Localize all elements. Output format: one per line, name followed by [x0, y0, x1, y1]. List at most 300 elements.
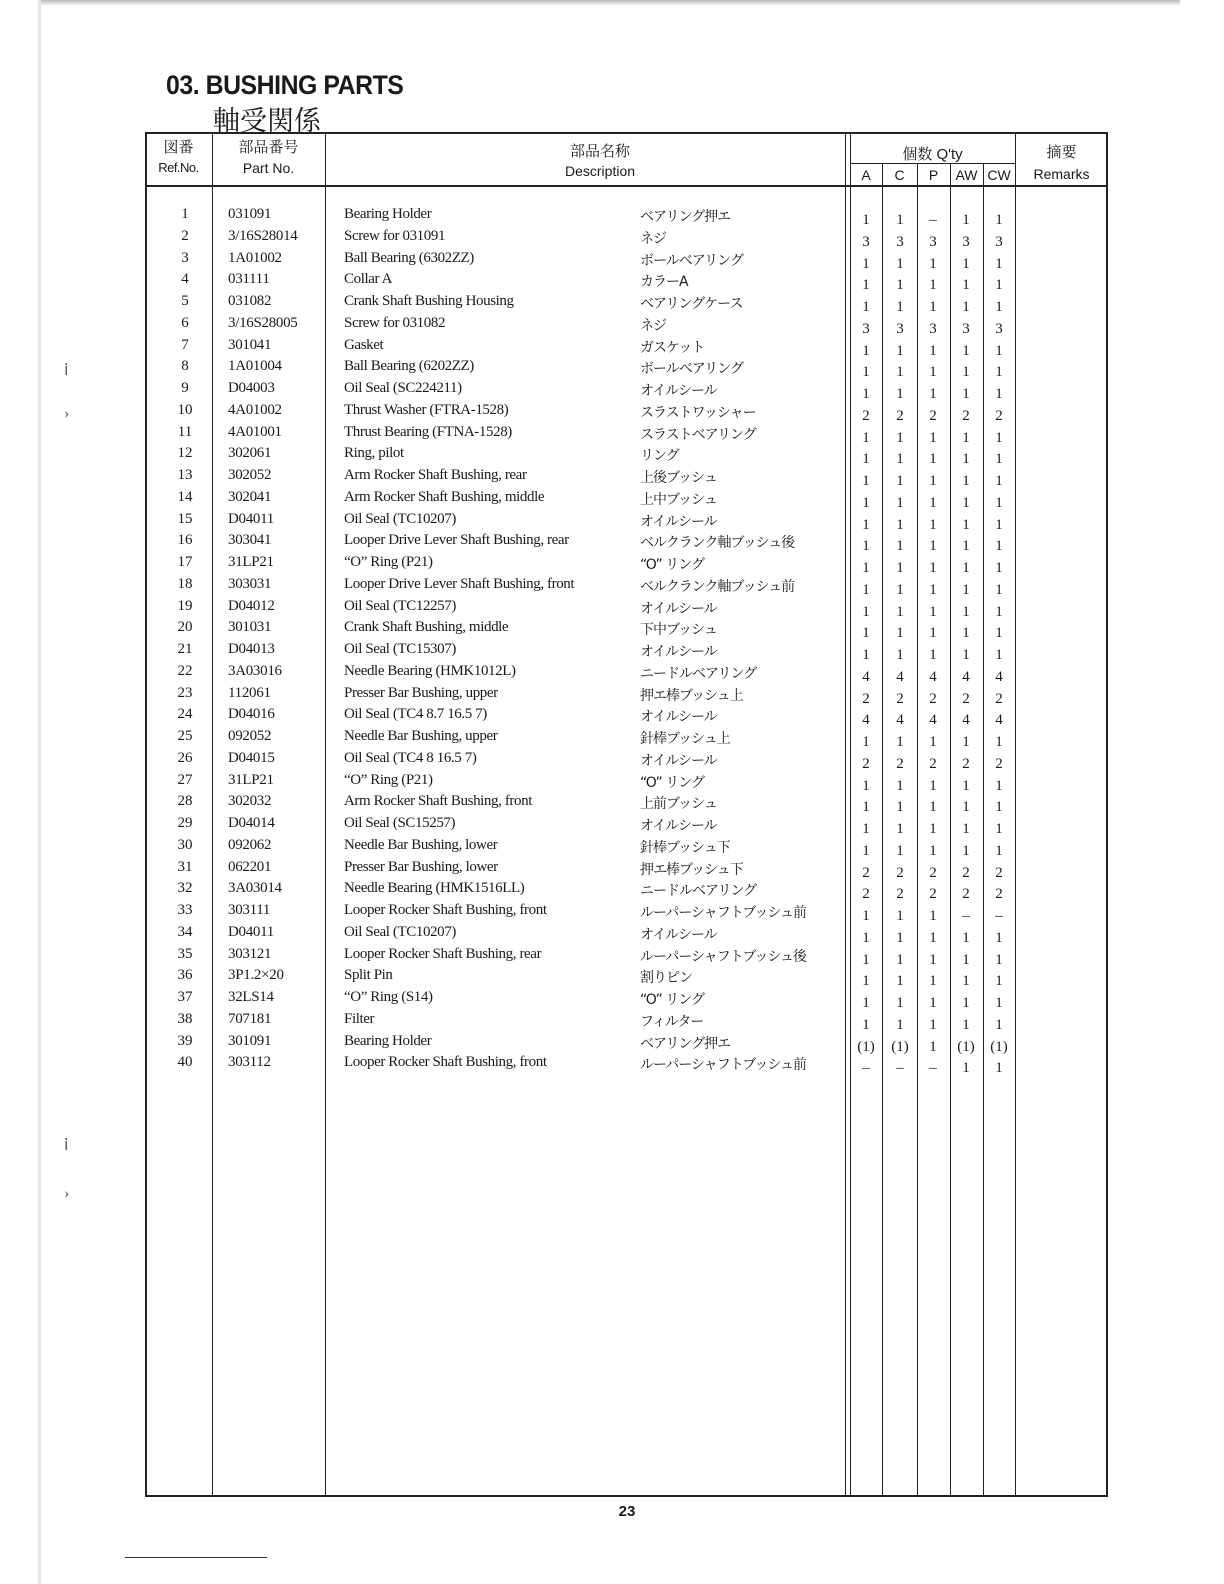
ref-no: 38 [177, 1010, 193, 1027]
qty-a: 1 [862, 973, 870, 990]
ref-no: 9 [181, 380, 189, 396]
description: Screw for 031091 [344, 227, 446, 244]
description-jp: ニードルベアリング [640, 665, 757, 682]
table-row [0, 967, 1224, 989]
qty-p: 1 [929, 451, 937, 468]
ref-no: 28 [177, 793, 193, 810]
table-row [0, 598, 1224, 620]
qty-aw: 3 [962, 233, 970, 250]
ref-no: 8 [181, 358, 189, 375]
table-row [0, 859, 1224, 881]
description: Oil Seal (TC10207) [344, 923, 456, 940]
qty-aw: 1 [962, 342, 970, 359]
table-row [0, 750, 1224, 772]
qty-p: 1 [929, 560, 937, 576]
qty-cw: 1 [995, 299, 1003, 315]
part-no: 303111 [228, 902, 271, 918]
qty-p: 1 [929, 842, 937, 859]
description-jp: オイルシール [640, 513, 717, 530]
description: Bearing Holder [344, 206, 432, 222]
qty-cw: 1 [995, 255, 1003, 272]
ref-no: 26 [177, 749, 193, 766]
qty-p: 1 [929, 581, 937, 598]
qty-cw: 4 [995, 712, 1003, 729]
qty-p: 2 [929, 864, 937, 881]
qty-cw: 4 [995, 668, 1003, 685]
qty-cw: 1 [995, 799, 1003, 816]
description-jp: オイルシール [640, 600, 717, 617]
description-jp: ベルクランク軸ブッシュ前 [640, 578, 795, 595]
table-row [0, 402, 1224, 424]
qty-p: 3 [929, 233, 937, 250]
table-row [0, 663, 1224, 685]
description-jp: 針棒ブッシュ上 [640, 731, 730, 747]
qty-aw: (1) [957, 1038, 975, 1055]
qty-aw: 1 [962, 516, 970, 533]
ref-no: 13 [177, 467, 193, 483]
description-jp: リング [640, 448, 679, 465]
qty-aw: 2 [962, 886, 970, 903]
description: Looper Rocker Shaft Bushing, front [344, 902, 547, 918]
description: Filter [344, 1010, 375, 1027]
qty-p: 1 [929, 494, 937, 511]
qty-p: 2 [929, 755, 937, 772]
table-row [0, 815, 1224, 837]
qty-c: 1 [896, 277, 904, 294]
description-jp: 上前ブッシュ [640, 796, 717, 813]
qty-c: 1 [896, 473, 904, 489]
table-row [0, 489, 1224, 511]
part-no: 303031 [228, 575, 272, 592]
description-jp: ベアリングケース [640, 296, 743, 312]
qty-cw: 1 [995, 951, 1003, 968]
description-jp: 上中ブッシュ [640, 491, 717, 508]
description: Split Pin [344, 967, 393, 984]
header-qty: 個数 Q'ty [902, 146, 963, 163]
qty-cw: 1 [995, 516, 1003, 533]
description-jp: ベアリング押エ [640, 209, 731, 225]
qty-a: 1 [862, 560, 870, 576]
qty-p: 2 [929, 886, 937, 903]
part-no: 3A03014 [228, 880, 282, 897]
qty-aw: 2 [962, 864, 970, 881]
table-row [0, 554, 1224, 576]
qty-a: 1 [862, 842, 870, 859]
qty-cw: 2 [995, 690, 1003, 707]
part-no: D04003 [228, 380, 275, 396]
description: Looper Rocker Shaft Bushing, rear [344, 945, 542, 962]
header-remarks-jp: 摘要 [1046, 143, 1077, 161]
table-row [0, 576, 1224, 598]
part-no: 301031 [228, 619, 272, 636]
qty-p: 1 [929, 473, 937, 489]
ref-no: 19 [177, 597, 193, 614]
qty-cw: 1 [995, 364, 1003, 381]
part-no: 3/16S28005 [228, 314, 298, 331]
qty-c: 1 [896, 1016, 904, 1033]
qty-a: 1 [862, 777, 870, 794]
qty-a: 1 [862, 908, 870, 924]
ref-no: 35 [177, 945, 193, 962]
qty-c: 1 [896, 386, 904, 402]
qty-a: 3 [862, 320, 870, 337]
qty-a: 1 [862, 647, 870, 663]
qty-c: 1 [896, 538, 904, 555]
qty-a: 1 [862, 342, 870, 359]
qty-a: 1 [862, 386, 870, 402]
description: Ball Bearing (6302ZZ) [344, 249, 474, 266]
ref-no: 17 [177, 554, 193, 570]
part-no: 4A01002 [228, 401, 282, 418]
description-jp: “O” リング [640, 774, 704, 791]
qty-aw: 1 [962, 538, 970, 555]
qty-c: 2 [896, 755, 904, 772]
footnote-rule [125, 1557, 267, 1558]
description-jp: 押エ棒ブッシュ下 [640, 861, 743, 878]
header-divider [145, 185, 1108, 187]
table-row [0, 271, 1224, 293]
qty-cw: 1 [995, 625, 1003, 642]
qty-p: 1 [929, 799, 937, 816]
table-row [0, 424, 1224, 446]
ref-no: 12 [177, 445, 193, 462]
description-jp: ベルクランク軸ブッシュ後 [640, 535, 795, 552]
ref-no: 33 [177, 902, 193, 918]
part-no: 031111 [228, 271, 270, 288]
qty-c: 1 [896, 494, 904, 511]
qty-aw: 1 [962, 951, 970, 968]
description: Gasket [344, 336, 384, 353]
qty-a: 4 [862, 712, 870, 729]
table-row [0, 250, 1224, 272]
header-desc-jp: 部品名称 [569, 142, 630, 160]
ref-no: 31 [177, 858, 193, 875]
qty-c: 1 [896, 625, 904, 642]
qty-a: 2 [862, 864, 870, 881]
qty-c: 3 [896, 233, 904, 250]
table-row [0, 358, 1224, 380]
part-no: D04012 [228, 597, 275, 614]
header-qty-a: A [861, 167, 871, 183]
part-no: 3P1.2×20 [228, 967, 284, 984]
qty-c: 1 [896, 995, 904, 1011]
description: Needle Bearing (HMK1516LL) [344, 880, 525, 897]
page-title: 03. BUSHING PARTS [166, 70, 404, 100]
table-row [0, 989, 1224, 1011]
description: Oil Seal (TC12257) [344, 597, 456, 614]
qty-c: 1 [896, 560, 904, 576]
part-no: 303112 [228, 1054, 271, 1071]
qty-p: 1 [929, 777, 937, 794]
part-no: D04013 [228, 641, 275, 657]
qty-c: 2 [896, 864, 904, 881]
description-jp: 上後ブッシュ [640, 470, 717, 486]
qty-aw: 1 [962, 777, 970, 794]
description-jp: オイルシール [640, 644, 717, 660]
part-no: 31LP21 [228, 554, 274, 570]
qty-a: 1 [862, 451, 870, 468]
qty-cw: 2 [995, 755, 1003, 772]
ref-no: 27 [177, 771, 193, 788]
description: Collar A [344, 271, 393, 288]
description-jp: スラストベアリング [640, 426, 756, 443]
part-no: 3A03016 [228, 662, 282, 679]
ref-no: 25 [177, 728, 193, 744]
qty-a: 4 [862, 668, 870, 685]
binding-mark: › [64, 405, 70, 422]
description-jp: ボールベアリング [640, 252, 743, 269]
qty-cw: 1 [995, 451, 1003, 468]
qty-a: 1 [862, 734, 870, 750]
ref-no: 22 [177, 662, 193, 679]
description: Looper Rocker Shaft Bushing, front [344, 1054, 547, 1071]
qty-p: 1 [929, 734, 937, 750]
qty-p: 1 [929, 364, 937, 381]
qty-aw: 2 [962, 755, 970, 772]
qty-a: 1 [862, 581, 870, 598]
header-part-jp: 部品番号 [238, 138, 299, 156]
description-jp: “O” リング [640, 557, 704, 573]
qty-aw: 2 [962, 690, 970, 707]
binding-mark: › [64, 1185, 70, 1202]
ref-no: 7 [181, 336, 189, 353]
ref-no: 2 [181, 227, 189, 244]
qty-cw: 1 [995, 212, 1003, 228]
qty-a: 1 [862, 625, 870, 642]
description: “O” Ring (P21) [344, 554, 433, 570]
part-no: 302041 [228, 488, 272, 505]
part-no: D04011 [228, 923, 274, 940]
qty-c: 1 [896, 908, 904, 924]
qty-cw: 1 [995, 1016, 1003, 1033]
description: “O” Ring (S14) [344, 989, 433, 1005]
qty-p: 4 [929, 712, 937, 729]
qty-aw: 1 [962, 212, 970, 228]
description: Bearing Holder [344, 1032, 432, 1049]
description: Oil Seal (TC10207) [344, 510, 456, 527]
description-jp: ネジ [640, 230, 666, 247]
description: Thrust Bearing (FTNA-1528) [344, 423, 512, 440]
ref-no: 36 [177, 967, 193, 984]
qty-cw: 2 [995, 886, 1003, 903]
qty-a: 1 [862, 995, 870, 1011]
table-row [0, 467, 1224, 489]
part-no: 031082 [228, 293, 272, 309]
page-subtitle-jp: 軸受関係 [213, 106, 321, 137]
qty-p: 1 [929, 516, 937, 533]
binding-mark: ⅰ [64, 362, 69, 379]
ref-no: 11 [177, 423, 193, 440]
description: Oil Seal (TC4 8 16.5 7) [344, 749, 477, 766]
part-no: 301041 [228, 336, 272, 353]
qty-c: 4 [896, 668, 904, 685]
part-no: 302032 [228, 793, 272, 810]
qty-p: – [929, 212, 937, 228]
description: Ring, pilot [344, 445, 404, 462]
qty-p: 1 [929, 821, 937, 837]
qty-a: 1 [862, 538, 870, 555]
description: Needle Bar Bushing, lower [344, 836, 498, 853]
description: Looper Drive Lever Shaft Bushing, rear [344, 532, 569, 549]
qty-aw: 3 [962, 320, 970, 337]
qty-a: 1 [862, 277, 870, 294]
description-jp: ニードルベアリング [640, 883, 757, 900]
description-jp: オイルシール [640, 752, 717, 769]
qty-p: 2 [929, 407, 937, 424]
qty-c: 1 [896, 929, 904, 946]
qty-p: 1 [929, 603, 937, 620]
description: Needle Bar Bushing, upper [344, 728, 498, 744]
qty-p: 1 [929, 299, 937, 315]
qty-c: 1 [896, 777, 904, 794]
description: Arm Rocker Shaft Bushing, middle [344, 488, 545, 505]
qty-c: 1 [896, 429, 904, 446]
qty-cw: 1 [995, 560, 1003, 576]
qty-aw: 1 [962, 429, 970, 446]
qty-p: – [929, 1060, 937, 1077]
description-jp: スラストワッシャー [640, 404, 756, 421]
qty-a: 1 [862, 516, 870, 533]
header-remarks-en: Remarks [1033, 166, 1090, 182]
qty-aw: 4 [962, 668, 970, 685]
qty-a: 1 [862, 951, 870, 968]
qty-cw: 2 [995, 864, 1003, 881]
qty-p: 1 [929, 647, 937, 663]
part-no: 302061 [228, 445, 272, 462]
ref-no: 37 [177, 989, 193, 1005]
qty-p: 1 [929, 538, 937, 555]
qty-aw: 1 [962, 929, 970, 946]
ref-no: 30 [177, 836, 193, 853]
description: Needle Bearing (HMK1012L) [344, 662, 516, 679]
qty-c: 1 [896, 973, 904, 990]
qty-cw: 1 [995, 842, 1003, 859]
qty-a: 1 [862, 429, 870, 446]
header-qty-cw: CW [987, 167, 1011, 183]
table-row [0, 793, 1224, 815]
qty-aw: 1 [962, 995, 970, 1011]
qty-aw: 1 [962, 451, 970, 468]
description-jp: ガスケット [640, 339, 705, 356]
scan-top-edge [40, 0, 1180, 6]
ref-no: 6 [181, 314, 189, 331]
qty-c: 2 [896, 407, 904, 424]
qty-a: 2 [862, 407, 870, 424]
qty-a: 2 [862, 690, 870, 707]
qty-aw: 1 [962, 473, 970, 489]
part-no: 4A01001 [228, 423, 282, 440]
qty-p: 2 [929, 690, 937, 707]
qty-p: 1 [929, 951, 937, 968]
qty-aw: 1 [962, 255, 970, 272]
ref-no: 5 [181, 293, 189, 309]
description: Screw for 031082 [344, 314, 446, 331]
qty-cw: 1 [995, 538, 1003, 555]
part-no: D04016 [228, 706, 275, 723]
description-jp: カラーA [640, 274, 688, 291]
description-jp: ネジ [640, 317, 666, 334]
qty-a: 3 [862, 233, 870, 250]
qty-c: 1 [896, 516, 904, 533]
ref-no: 18 [177, 575, 193, 592]
table-row [0, 293, 1224, 315]
qty-cw: 1 [995, 581, 1003, 598]
part-no: 31LP21 [228, 771, 274, 788]
table-row [0, 685, 1224, 707]
qty-a: (1) [857, 1038, 875, 1055]
qty-aw: 1 [962, 560, 970, 576]
qty-a: 1 [862, 821, 870, 837]
part-no: D04011 [228, 510, 274, 527]
qty-c: 1 [896, 799, 904, 816]
qty-c: 1 [896, 842, 904, 859]
ref-no: 24 [177, 706, 193, 723]
qty-c: 1 [896, 581, 904, 598]
part-no: 303121 [228, 945, 272, 962]
description-jp: ボールベアリング [640, 361, 743, 378]
qty-cw: 1 [995, 1060, 1003, 1077]
qty-cw: 1 [995, 929, 1003, 946]
table-row [0, 641, 1224, 663]
qty-aw: 1 [962, 821, 970, 837]
qty-p: 1 [929, 277, 937, 294]
part-no: 062201 [228, 858, 272, 875]
description: Looper Drive Lever Shaft Bushing, front [344, 575, 575, 592]
part-no: 301091 [228, 1032, 272, 1049]
description: Presser Bar Bushing, lower [344, 858, 498, 875]
header-qty-p: P [928, 167, 939, 183]
table-row [0, 1054, 1224, 1076]
qty-cw: 1 [995, 603, 1003, 620]
qty-aw: 1 [962, 734, 970, 750]
ref-no: 23 [177, 684, 193, 701]
description-jp: オイルシール [640, 926, 717, 943]
qty-c: 1 [896, 342, 904, 359]
qty-c: 4 [896, 712, 904, 729]
description-jp: ベアリング押エ [640, 1035, 731, 1052]
qty-aw: 1 [962, 494, 970, 511]
table-row [0, 1033, 1224, 1055]
ref-no: 10 [177, 401, 193, 418]
description: “O” Ring (P21) [344, 771, 433, 788]
ref-no: 29 [177, 815, 193, 831]
qty-p: 1 [929, 995, 937, 1011]
qty-p: 1 [929, 342, 937, 359]
qty-a: 2 [862, 886, 870, 903]
qty-cw: 1 [995, 342, 1003, 359]
qty-cw: 1 [995, 386, 1003, 402]
qty-aw: 1 [962, 277, 970, 294]
qty-a: 1 [862, 494, 870, 511]
part-no: 302052 [228, 467, 272, 483]
qty-p: 1 [929, 908, 937, 924]
table-row [0, 880, 1224, 902]
qty-p: 1 [929, 255, 937, 272]
description: Oil Seal (SC15257) [344, 815, 456, 831]
table-row [0, 1011, 1224, 1033]
table-row [0, 511, 1224, 533]
qty-cw: 1 [995, 821, 1003, 837]
table-row [0, 380, 1224, 402]
qty-c: 2 [896, 690, 904, 707]
qty-aw: 1 [962, 842, 970, 859]
qty-aw: 1 [962, 603, 970, 620]
qty-a: 1 [862, 799, 870, 816]
table-row [0, 315, 1224, 337]
qty-aw: 1 [962, 299, 970, 315]
description-jp: フィルター [640, 1013, 704, 1030]
table-row [0, 837, 1224, 859]
